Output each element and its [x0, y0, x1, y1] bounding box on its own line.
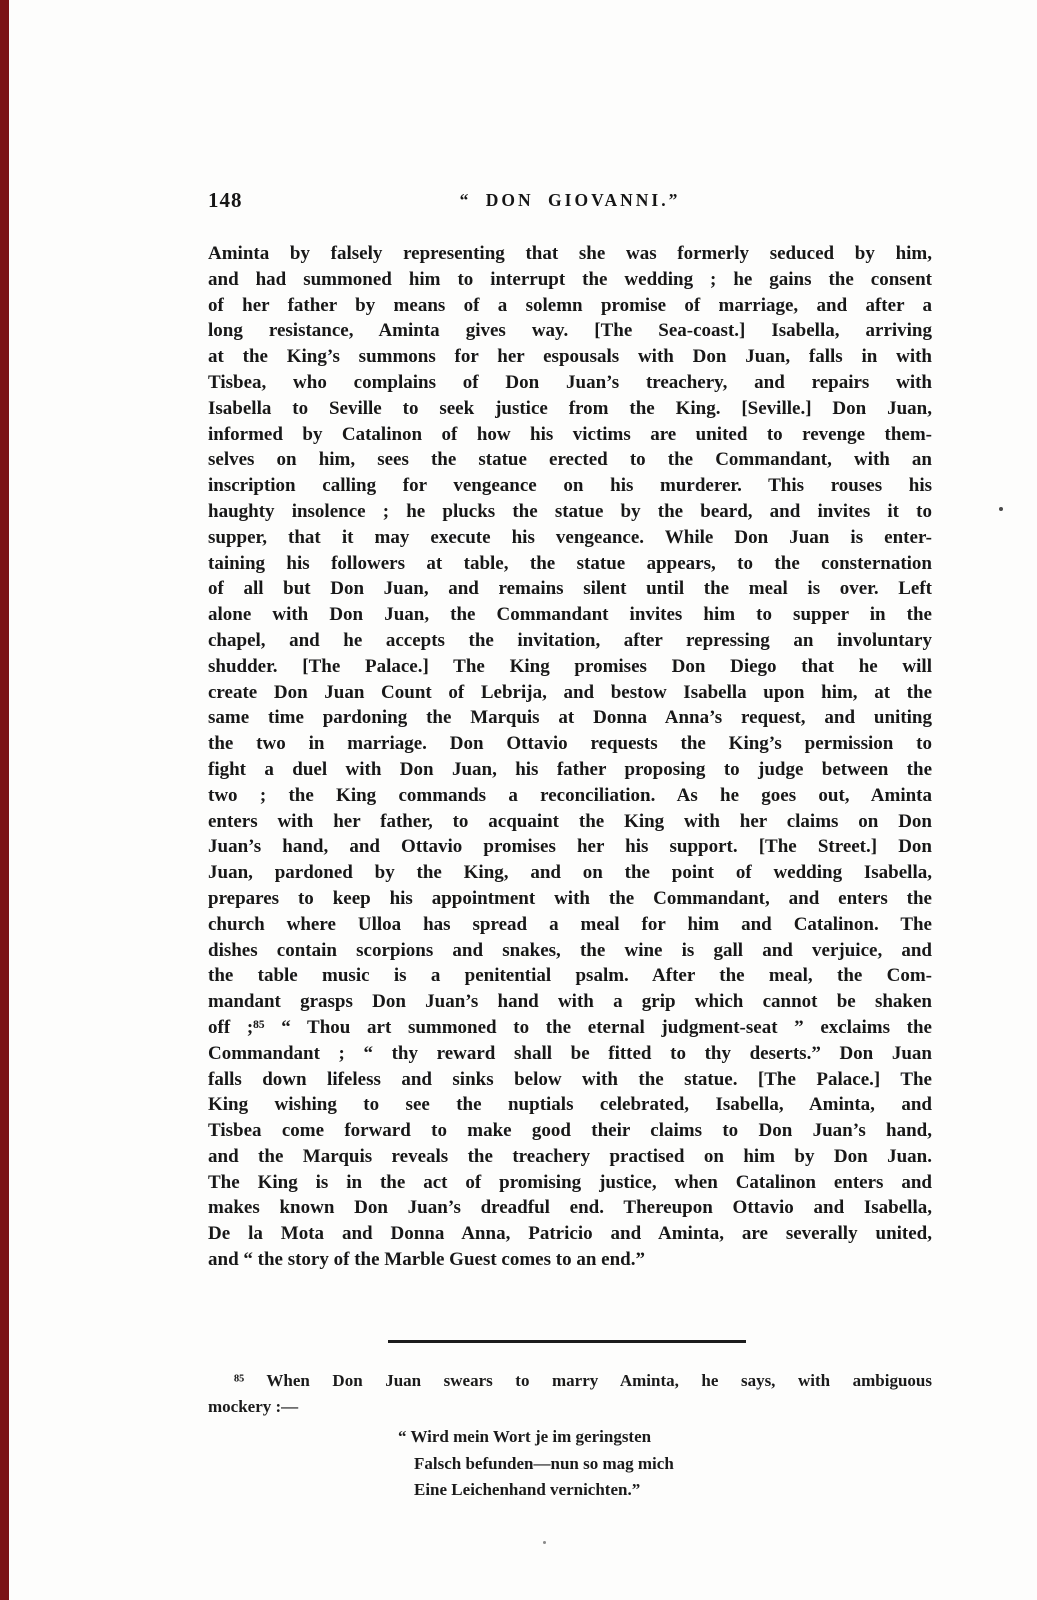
verse-line: Falsch befunden—nun so mag mich: [414, 1453, 674, 1473]
footnote-verse: [398, 1424, 932, 1504]
text-line: inscription calling for vengeance on his murderer. This rouses his: [208, 475, 932, 497]
text-line: two ; the King commands a reconciliation. As he goes out, Aminta: [208, 784, 932, 806]
print-speck: [999, 507, 1003, 511]
text-line: off ;⁸⁵ “ Thou art summoned to the eternal judgment-seat ” exclaims the: [208, 1016, 932, 1038]
text-line: enters with her father, to acquaint the King with her claims on Don: [208, 810, 932, 832]
text-line: Juan’s hand, and Ottavio promises her his support. [The Street.] Don: [208, 836, 932, 858]
text-line: selves on him, sees the statue erected to the Commandant, with an: [208, 449, 932, 471]
text-line: makes known Don Juan’s dreadful end. Thereupon Ottavio and Isabella,: [208, 1197, 932, 1219]
text-line: of all but Don Juan, and remains silent until the meal is over. Left: [208, 578, 932, 600]
text-line: Juan, pardoned by the King, and on the point of wedding Isabella,: [208, 862, 932, 884]
text-line: long resistance, Aminta gives way. [The Sea-coast.] Isabella, arriving: [208, 320, 932, 342]
text-line: alone with Don Juan, the Commandant invites him to supper in the: [208, 604, 932, 626]
text-line: shudder. [The Palace.] The King promises Don Diego that he will: [208, 655, 932, 677]
text-line: Aminta by falsely representing that she was formerly seduced by him,: [208, 243, 932, 264]
text-line: chapel, and he accepts the invitation, after repressing an involuntary: [208, 629, 932, 651]
text-line: Commandant ; “ thy reward shall be fitted to thy deserts.” Don Juan: [208, 1042, 932, 1064]
text-line: haughty insolence ; he plucks the statue by the beard, and invites it to: [208, 500, 932, 522]
footnote-text-line: mockery :—: [208, 1397, 299, 1416]
footnote-text-line: ⁸⁵ When Don Juan swears to marry Aminta, he says, with ambiguous: [234, 1371, 932, 1390]
text-line: The King is in the act of promising justice, when Catalinon enters and: [208, 1171, 932, 1193]
verse-line: “ Wird mein Wort je im geringsten: [398, 1427, 652, 1446]
text-line: the table music is a penitential psalm. After the meal, the Com-: [208, 965, 932, 987]
text-line: De la Mota and Donna Anna, Patricio and Aminta, are severally united,: [208, 1223, 932, 1245]
text-line: Tisbea, who complains of Don Juan’s treachery, and repairs with: [208, 371, 932, 393]
text-line: same time pardoning the Marquis at Donna Anna’s request, and uniting: [208, 707, 932, 729]
text-line: and the Marquis reveals the treachery practised on him by Don Juan.: [208, 1145, 932, 1167]
text-line: Tisbea come forward to make good their claims to Don Juan’s hand,: [208, 1120, 932, 1142]
text-line: and “ the story of the Marble Guest comes to an end.”: [208, 1249, 645, 1271]
page-header: [208, 188, 932, 222]
print-speck: [543, 1541, 546, 1544]
text-line: fight a duel with Don Juan, his father proposing to judge between the: [208, 758, 932, 780]
footnote: [208, 1368, 932, 1504]
running-title: “ DON GIOVANNI.”: [459, 190, 681, 210]
synopsis-paragraph: [208, 241, 932, 1273]
text-line: church where Ulloa has spread a meal for him and Catalinon. The: [208, 913, 932, 935]
text-line: and had summoned him to interrupt the wedding ; he gains the consent: [208, 268, 932, 290]
text-line: King wishing to see the nuptials celebrated, Isabella, Aminta, and: [208, 1094, 932, 1116]
text-line: at the King’s summons for her espousals with Don Juan, falls in with: [208, 346, 932, 368]
text-line: falls down lifeless and sinks below with the statue. [The Palace.] The: [208, 1068, 932, 1090]
footnote-divider-rule: [388, 1340, 746, 1343]
verse-line: Eine Leichenhand vernichten.”: [414, 1480, 641, 1499]
text-line: the two in marriage. Don Ottavio requests the King’s permission to: [208, 733, 932, 755]
text-line: mandant grasps Don Juan’s hand with a grip which cannot be shaken: [208, 991, 932, 1013]
text-line: create Don Juan Count of Lebrija, and bestow Isabella upon him, at the: [208, 681, 932, 703]
text-line: prepares to keep his appointment with the Commandant, and enters the: [208, 887, 932, 909]
text-line: dishes contain scorpions and snakes, the wine is gall and verjuice, and: [208, 939, 932, 961]
text-line: supper, that it may execute his vengeance. While Don Juan is enter-: [208, 526, 932, 548]
book-binding-edge: [0, 0, 9, 1600]
text-line: Isabella to Seville to seek justice from the King. [Seville.] Don Juan,: [208, 397, 932, 419]
page-number: 148: [208, 188, 243, 212]
text-line: taining his followers at table, the statue appears, to the consternation: [208, 552, 932, 574]
text-line: of her father by means of a solemn promise of marriage, and after a: [208, 294, 932, 316]
text-line: informed by Catalinon of how his victims are united to revenge them-: [208, 423, 932, 445]
